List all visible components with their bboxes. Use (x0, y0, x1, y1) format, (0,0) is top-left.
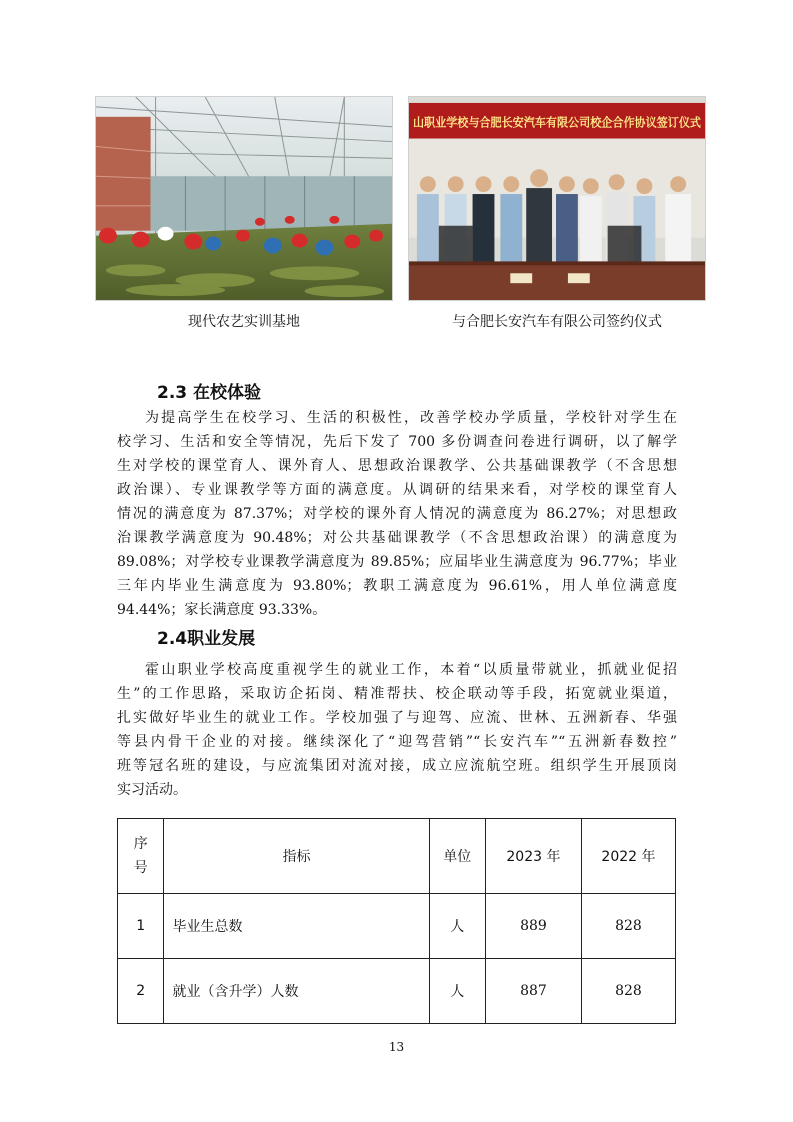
cell-indicator: 就业（含升学）人数 (164, 959, 429, 1024)
paragraph-line: 情况的满意度为 87.37%；对学校的课外育人情况的满意度为 86.27%；对思想政 (117, 506, 677, 522)
paragraph-career-development (117, 658, 677, 802)
signing-illustration (409, 97, 705, 300)
cell-2022: 828 (581, 959, 675, 1024)
section-title-career-development: 2.4职业发展 (157, 629, 256, 649)
cell-unit: 人 (429, 959, 485, 1024)
paragraph-line: 三年内毕业生满意度为 93.80%；教职工满意度为 96.61%，用人单位满意度 (117, 578, 677, 594)
cell-seq: 2 (118, 959, 164, 1024)
employment-table (117, 818, 676, 1024)
section-title-campus-experience: 2.3 在校体验 (157, 383, 262, 403)
header-seq-line1: 序 (133, 836, 148, 852)
paragraph-line: 生”的工作思路，采取访企拓岗、精准帮扶、校企联动等手段，拓宽就业渠道， (117, 686, 677, 702)
header-seq (118, 819, 164, 894)
paragraph-line: 霍山职业学校高度重视学生的就业工作，本着“以质量带就业，抓就业促招 (145, 662, 677, 678)
paragraph-campus-experience (117, 406, 677, 622)
header-unit: 单位 (429, 819, 485, 894)
header-seq-line2: 号 (133, 860, 148, 876)
greenhouse-photo (95, 96, 393, 301)
header-2022: 2022 年 (581, 819, 675, 894)
cell-indicator: 毕业生总数 (164, 894, 429, 959)
photo-caption-left: 现代农艺实训基地 (188, 314, 300, 330)
cell-2023: 887 (485, 959, 581, 1024)
paragraph-line: 等县内骨干企业的对接。继续深化了“迎驾营销”“长安汽车”“五洲新春数控” (117, 734, 677, 750)
paragraph-line: 94.44%；家长满意度 93.33%。 (117, 602, 327, 618)
header-indicator: 指标 (164, 819, 429, 894)
cell-unit: 人 (429, 894, 485, 959)
table-row (118, 959, 676, 1024)
signing-ceremony-photo (408, 96, 706, 301)
cell-seq: 1 (118, 894, 164, 959)
paragraph-line: 校学习、生活和安全等情况，先后下发了 700 多份调查问卷进行调研，以了解学 (117, 434, 677, 450)
paragraph-line: 治课教学满意度为 90.48%；对公共基础课教学（不含思想政治课）的满意度为 (117, 530, 677, 546)
photo-caption-right: 与合肥长安汽车有限公司签约仪式 (452, 314, 662, 330)
page-number: 13 (388, 1040, 405, 1054)
table-row (118, 894, 676, 959)
paragraph-line: 班等冠名班的建设，与应流集团对流对接，成立应流航空班。组织学生开展顶岗 (117, 758, 677, 774)
cell-2023: 889 (485, 894, 581, 959)
table-header-row (118, 819, 676, 894)
header-2023: 2023 年 (485, 819, 581, 894)
cell-2022: 828 (581, 894, 675, 959)
paragraph-line: 扎实做好毕业生的就业工作。学校加强了与迎驾、应流、世林、五洲新春、华强 (117, 710, 677, 726)
greenhouse-illustration (96, 97, 392, 300)
banner-text: 山职业学校与合肥长安汽车有限公司校企合作协议签订仪式 (412, 115, 702, 130)
paragraph-line: 89.08%；对学校专业课教学满意度为 89.85%；应届毕业生满意度为 96.77%；毕业 (117, 554, 677, 570)
paragraph-line: 生对学校的课堂育人、课外育人、思想政治课教学、公共基础课教学（不含思想 (117, 458, 677, 474)
paragraph-line: 实习活动。 (117, 782, 187, 798)
paragraph-line: 政治课）、专业课教学等方面的满意度。从调研的结果来看，对学校的课堂育人 (117, 482, 677, 498)
paragraph-line: 为提高学生在校学习、生活的积极性，改善学校办学质量，学校针对学生在 (145, 410, 677, 426)
